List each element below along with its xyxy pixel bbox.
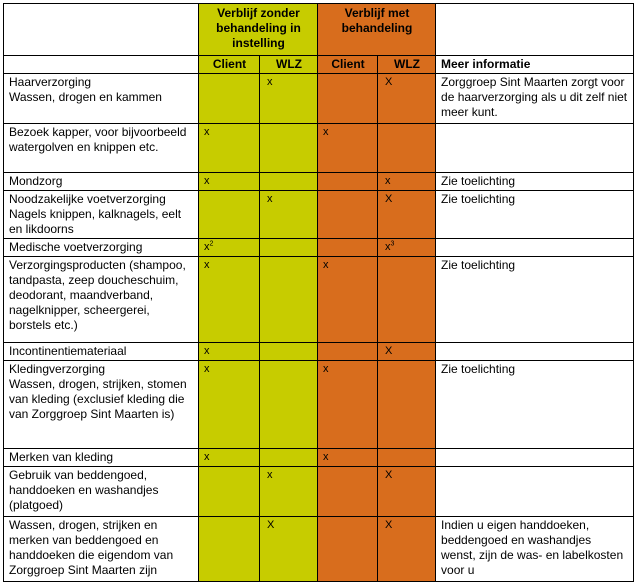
cell-client-zonder	[199, 74, 260, 124]
row-label-text: Noodzakelijke voetverzorging Nagels knippen, kalknagels, eelt en likdoorns	[9, 192, 182, 236]
header-group-zonder-behandeling: Verblijf zonder behandeling in instelling	[199, 4, 318, 56]
cell-wlz-met	[378, 191, 436, 239]
cell-wlz-met	[378, 449, 436, 467]
subheader-wlz-met: WLZ	[378, 56, 436, 74]
cell-client-zonder-text: x	[204, 363, 210, 375]
row-label-text: Verzorgingsproducten (shampoo, tandpasta, zeep doucheschuim, deodorant, maandverband, nagelknipper, scheergerei, borstels etc.)	[9, 258, 186, 332]
row-label-text: Incontinentiemateriaal	[9, 344, 127, 358]
cell-meer-informatie-text: Zie toelichting	[441, 258, 516, 272]
cell-wlz-met	[378, 74, 436, 124]
cell-wlz-zonder-text: x	[267, 193, 273, 205]
row-label	[4, 343, 199, 361]
table-row	[4, 449, 634, 467]
cell-wlz-met	[378, 239, 436, 257]
cell-meer-informatie	[436, 449, 634, 467]
cell-meer-informatie	[436, 124, 634, 173]
cell-client-met-text: x	[323, 259, 329, 271]
cell-meer-informatie	[436, 191, 634, 239]
cell-wlz-zonder	[260, 239, 318, 257]
cell-wlz-zonder	[260, 74, 318, 124]
header-blank	[4, 4, 199, 56]
row-label	[4, 191, 199, 239]
cell-client-met	[318, 467, 378, 517]
row-label	[4, 361, 199, 449]
cell-client-zonder-text: x	[204, 241, 210, 253]
cell-meer-informatie	[436, 257, 634, 343]
cell-client-met	[318, 257, 378, 343]
cell-wlz-met-text: X	[385, 193, 393, 205]
cell-wlz-met	[378, 173, 436, 191]
cell-wlz-zonder	[260, 257, 318, 343]
row-label	[4, 467, 199, 517]
header-row-groups	[4, 4, 634, 56]
row-label-text: Haarverzorging Wassen, drogen en kammen	[9, 75, 162, 104]
row-label-text: Bezoek kapper, voor bijvoorbeeld watergolven en knippen etc.	[9, 125, 187, 154]
cell-client-met	[318, 124, 378, 173]
cell-wlz-zonder	[260, 517, 318, 582]
cell-wlz-zonder	[260, 343, 318, 361]
cell-client-zonder-text: x	[204, 451, 210, 463]
table-row	[4, 257, 634, 343]
table-row	[4, 361, 634, 449]
cell-wlz-met	[378, 361, 436, 449]
row-label-text: Medische voetverzorging	[9, 240, 143, 254]
cell-meer-informatie	[436, 239, 634, 257]
subheader-blank	[4, 56, 199, 74]
cell-wlz-zonder	[260, 361, 318, 449]
table-row	[4, 191, 634, 239]
cell-client-zonder	[199, 467, 260, 517]
table-row	[4, 74, 634, 124]
row-label-text: Mondzorg	[9, 174, 63, 188]
cell-client-met-text: x	[323, 451, 329, 463]
cell-wlz-met	[378, 124, 436, 173]
cell-meer-informatie-text: Zorggroep Sint Maarten zorgt voor de haarverzorging als u dit zelf niet meer kunt.	[441, 75, 628, 119]
table-row	[4, 239, 634, 257]
row-label-text: Merken van kleding	[9, 450, 114, 464]
cell-client-met	[318, 191, 378, 239]
cell-wlz-met	[378, 467, 436, 517]
cell-wlz-zonder	[260, 467, 318, 517]
cell-client-zonder-text: x	[204, 126, 210, 138]
cell-meer-informatie-text: Zie toelichting	[441, 192, 516, 206]
cell-wlz-met-text: x	[385, 241, 391, 253]
cell-wlz-met-text: X	[385, 76, 393, 88]
row-label	[4, 74, 199, 124]
cell-client-zonder	[199, 361, 260, 449]
cell-client-met	[318, 74, 378, 124]
cell-client-zonder	[199, 257, 260, 343]
cell-client-met	[318, 239, 378, 257]
table-row	[4, 467, 634, 517]
row-label	[4, 124, 199, 173]
cell-client-zonder-text: x	[204, 259, 210, 271]
cell-client-zonder-text: x	[204, 345, 210, 357]
cell-meer-informatie	[436, 517, 634, 582]
cell-client-zonder	[199, 191, 260, 239]
table-row	[4, 173, 634, 191]
cell-wlz-met	[378, 343, 436, 361]
cell-client-met	[318, 173, 378, 191]
cell-client-met	[318, 517, 378, 582]
cell-client-zonder	[199, 173, 260, 191]
table-row	[4, 517, 634, 582]
cell-client-met	[318, 449, 378, 467]
subheader-meer-informatie: Meer informatie	[436, 56, 634, 74]
row-label-text: Gebruik van beddengoed, handdoeken en washandjes (platgoed)	[9, 468, 159, 512]
row-label-text: Kledingverzorging Wassen, drogen, strijken, stomen van kleding (exclusief kleding die van Zorggroep Sint Maarten is)	[9, 362, 187, 421]
row-label	[4, 239, 199, 257]
cell-client-zonder	[199, 517, 260, 582]
cell-client-met-text: x	[323, 126, 329, 138]
cell-client-zonder-footnote: 2	[209, 240, 214, 248]
header-group-met-behandeling: Verblijf met behandeling	[318, 4, 436, 56]
cell-meer-informatie	[436, 343, 634, 361]
cell-wlz-zonder	[260, 449, 318, 467]
cell-meer-informatie	[436, 74, 634, 124]
cell-wlz-zonder-text: x	[267, 76, 273, 88]
cell-wlz-zonder-text: X	[267, 519, 275, 531]
row-label	[4, 517, 199, 582]
cell-wlz-met-text: X	[385, 469, 393, 481]
cell-wlz-met-text: X	[385, 519, 393, 531]
subheader-client-met: Client	[318, 56, 378, 74]
cell-meer-informatie	[436, 173, 634, 191]
header-blank-info	[436, 4, 634, 56]
cell-client-zonder	[199, 124, 260, 173]
row-label-text: Wassen, drogen, strijken en merken van beddengoed en handdoeken die eigendom van Zorggroep Sint Maarten zijn	[9, 518, 174, 577]
cell-wlz-met	[378, 257, 436, 343]
cell-meer-informatie	[436, 467, 634, 517]
cell-client-zonder	[199, 343, 260, 361]
care-costs-table	[3, 3, 634, 582]
row-label	[4, 173, 199, 191]
cell-client-met-text: x	[323, 363, 329, 375]
cell-meer-informatie-text: Zie toelichting	[441, 174, 516, 188]
subheader-wlz-zonder: WLZ	[260, 56, 318, 74]
cell-meer-informatie-text: Indien u eigen handdoeken, beddengoed en washandjes wenst, zijn de was- en labelkosten voor u	[441, 518, 624, 577]
cell-client-met	[318, 361, 378, 449]
cell-wlz-met-text: x	[385, 175, 391, 187]
cell-wlz-met-footnote: 3	[390, 240, 395, 248]
cell-wlz-zonder	[260, 124, 318, 173]
cell-client-zonder	[199, 449, 260, 467]
cell-client-zonder	[199, 239, 260, 257]
cell-wlz-zonder-text: x	[267, 469, 273, 481]
table-row	[4, 343, 634, 361]
cell-wlz-met-text: X	[385, 345, 393, 357]
row-label	[4, 257, 199, 343]
header-row-sub	[4, 56, 634, 74]
cell-meer-informatie-text: Zie toelichting	[441, 362, 516, 376]
cell-wlz-zonder	[260, 191, 318, 239]
cell-client-zonder-text: x	[204, 175, 210, 187]
cell-meer-informatie	[436, 361, 634, 449]
cell-client-met	[318, 343, 378, 361]
cell-wlz-met	[378, 517, 436, 582]
subheader-client-zonder: Client	[199, 56, 260, 74]
row-label	[4, 449, 199, 467]
table-row	[4, 124, 634, 173]
cell-wlz-zonder	[260, 173, 318, 191]
